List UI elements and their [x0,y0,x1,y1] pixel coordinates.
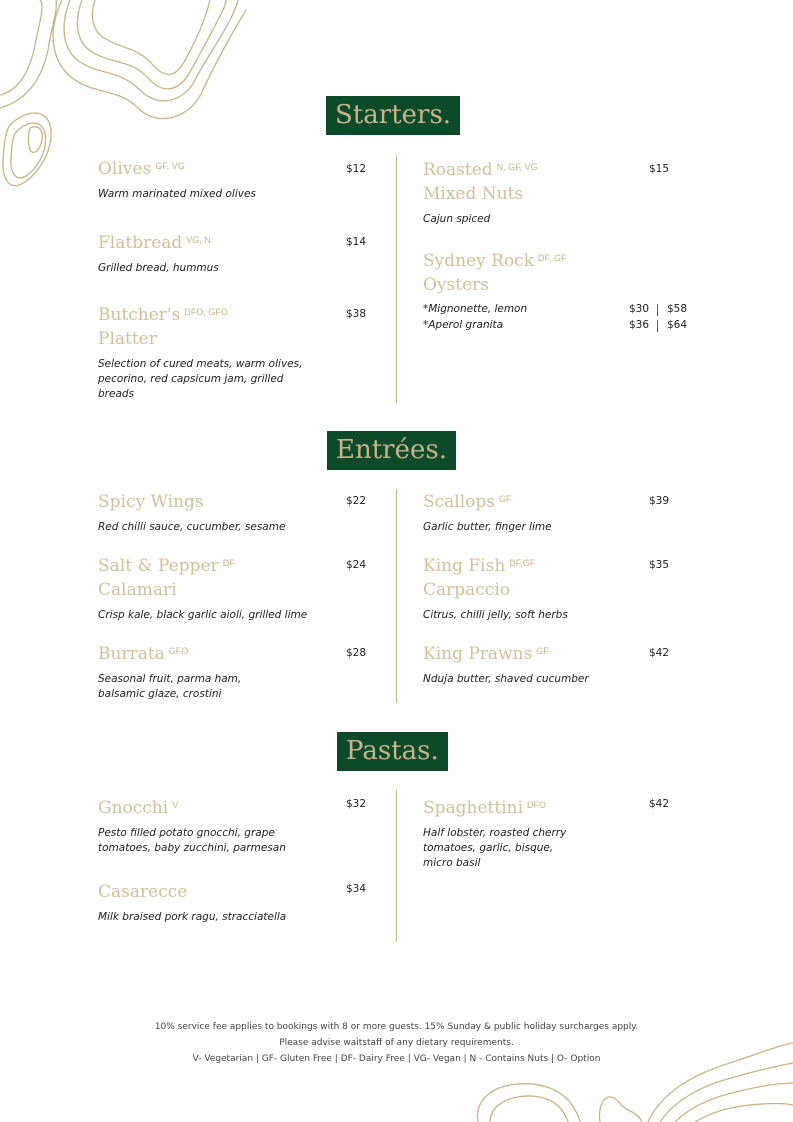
item-description: Citrus, chilli jelly, soft herbs [423,609,568,621]
item-description: Cajun spiced [423,213,491,225]
item-name: Gnocchi [98,798,169,818]
menu-item-sydney-rock-oysters [423,249,643,297]
menu-item-burrata [98,642,338,702]
item-name-line-2: Oysters [423,275,490,295]
menu-item-scallops [423,490,643,535]
item-name-line-1: Salt & Pepper [98,556,219,576]
item-description-line-1: Selection of cured meats, warm olives, [98,358,303,370]
item-name-line-2: Calamari [98,580,177,600]
menu-item-spaghettini [423,796,643,871]
item-name: Burrata [98,644,165,664]
price-separator [657,304,658,316]
menu-item-casarecce [98,880,338,925]
item-price: $24 [346,559,367,571]
item-description-line-3: micro basil [423,857,481,869]
oyster-option-label: *Mignonette, lemon [423,303,528,315]
item-price: $35 [649,559,670,571]
item-price: $39 [649,495,670,507]
menu-item-king-fish-carpaccio [423,554,643,623]
item-price: $42 [649,798,670,810]
item-name-line-1: Roasted [423,160,493,180]
item-name: Flatbread [98,233,183,253]
menu-item-roasted-mixed-nuts [423,158,643,227]
item-price: $14 [346,236,367,248]
item-name-line-2: Mixed Nuts [423,184,524,204]
item-description-line-2: tomatoes, garlic, bisque, [423,842,554,854]
dietary-tags: N, GF, VG [496,162,538,172]
item-description-line-2: tomatoes, baby zucchini, parmesan [98,842,286,854]
item-description: Warm marinated mixed olives [98,188,256,200]
item-name: Casarecce [98,882,188,902]
item-description-line-3: breads [98,388,135,400]
menu-item-spicy-wings [98,490,338,535]
item-description-line-2: pecorino, red capsicum jam, grilled [98,373,284,385]
item-description: Red chilli sauce, cucumber, sesame [98,521,286,533]
item-price: $12 [346,163,367,175]
item-price: $38 [346,308,367,320]
dietary-tags: GF, VG [155,161,185,171]
menu-item-salt-pepper-calamari [98,554,338,623]
dietary-tags: VG, N [186,235,211,245]
item-name-line-1: King Fish [423,556,506,576]
item-description-line-1: Half lobster, roasted cherry [423,827,567,839]
item-name-line-2: Carpaccio [423,580,511,600]
item-name-line-1: Sydney Rock [423,251,535,271]
oyster-option-label: *Aperol granita [423,319,504,331]
item-description: Crisp kale, black garlic aioli, grilled lime [98,609,308,621]
dietary-tags: DFO, GFO [184,307,228,317]
item-price: $42 [649,647,670,659]
footer-dietary-legend: V- Vegetarian | GF- Gluten Free | DF- Dairy Free | VG- Vegan | N - Contains Nuts | O- Option [192,1054,601,1064]
item-description: Milk braised pork ragu, stracciatella [98,911,287,923]
footer-service-fee: 10% service fee applies to bookings with 8 or more guests. 15% Sunday & public holiday surcharges apply. [154,1022,639,1032]
dietary-tags: GFO [168,646,189,656]
dietary-tags: DF,GF [509,558,536,568]
column-divider [396,489,397,703]
section-title-pastas: Pastas. [337,732,448,771]
oyster-option-price-half-dozen: $30 [629,303,650,315]
dietary-tags: DF, GF [538,253,567,263]
item-name: Scallops [423,492,496,512]
price-separator [657,320,658,332]
footer-dietary-advice: Please advise waitstaff of any dietary requirements. [279,1038,514,1048]
item-price: $34 [346,883,367,895]
section-title-starters: Starters. [326,96,460,135]
item-name: Spaghettini [423,798,524,818]
dietary-tags: GF [536,646,549,656]
item-price: $32 [346,798,367,810]
column-divider [396,790,397,942]
menu-item-olives [98,157,338,202]
item-name: King Prawns [423,644,533,664]
dietary-tags: DFO [527,800,547,810]
item-description-line-2: balsamic glaze, crostini [98,688,222,700]
footer-notes [0,1019,793,1067]
oyster-option-price-half-dozen: $36 [629,319,650,331]
oyster-option-price-dozen: $64 [667,319,688,331]
menu-item-gnocchi [98,796,338,856]
item-description: Grilled bread, hummus [98,262,219,274]
item-name-line-1: Butcher's [98,305,181,325]
dietary-tags: V [172,800,179,810]
item-name-line-2: Platter [98,329,157,349]
section-title-entrees: Entrées. [327,431,456,470]
item-description-line-1: Seasonal fruit, parma ham, [98,673,242,685]
item-price: $15 [649,163,670,175]
dietary-tags: GF [499,494,512,504]
item-description: Garlic butter, finger lime [423,521,552,533]
item-description: Nduja butter, shaved cucumber [423,673,589,685]
item-name: Olives [98,159,152,179]
menu-item-butchers-platter [98,303,338,402]
oyster-option-price-dozen: $58 [667,303,688,315]
item-price: $22 [346,495,367,507]
dietary-tags: DF [222,558,235,568]
item-description-line-1: Pesto filled potato gnocchi, grape [98,827,275,839]
menu-item-king-prawns [423,642,643,687]
item-name: Spicy Wings [98,492,204,512]
item-price: $28 [346,647,367,659]
menu-item-flatbread [98,231,338,276]
column-divider [396,155,397,403]
